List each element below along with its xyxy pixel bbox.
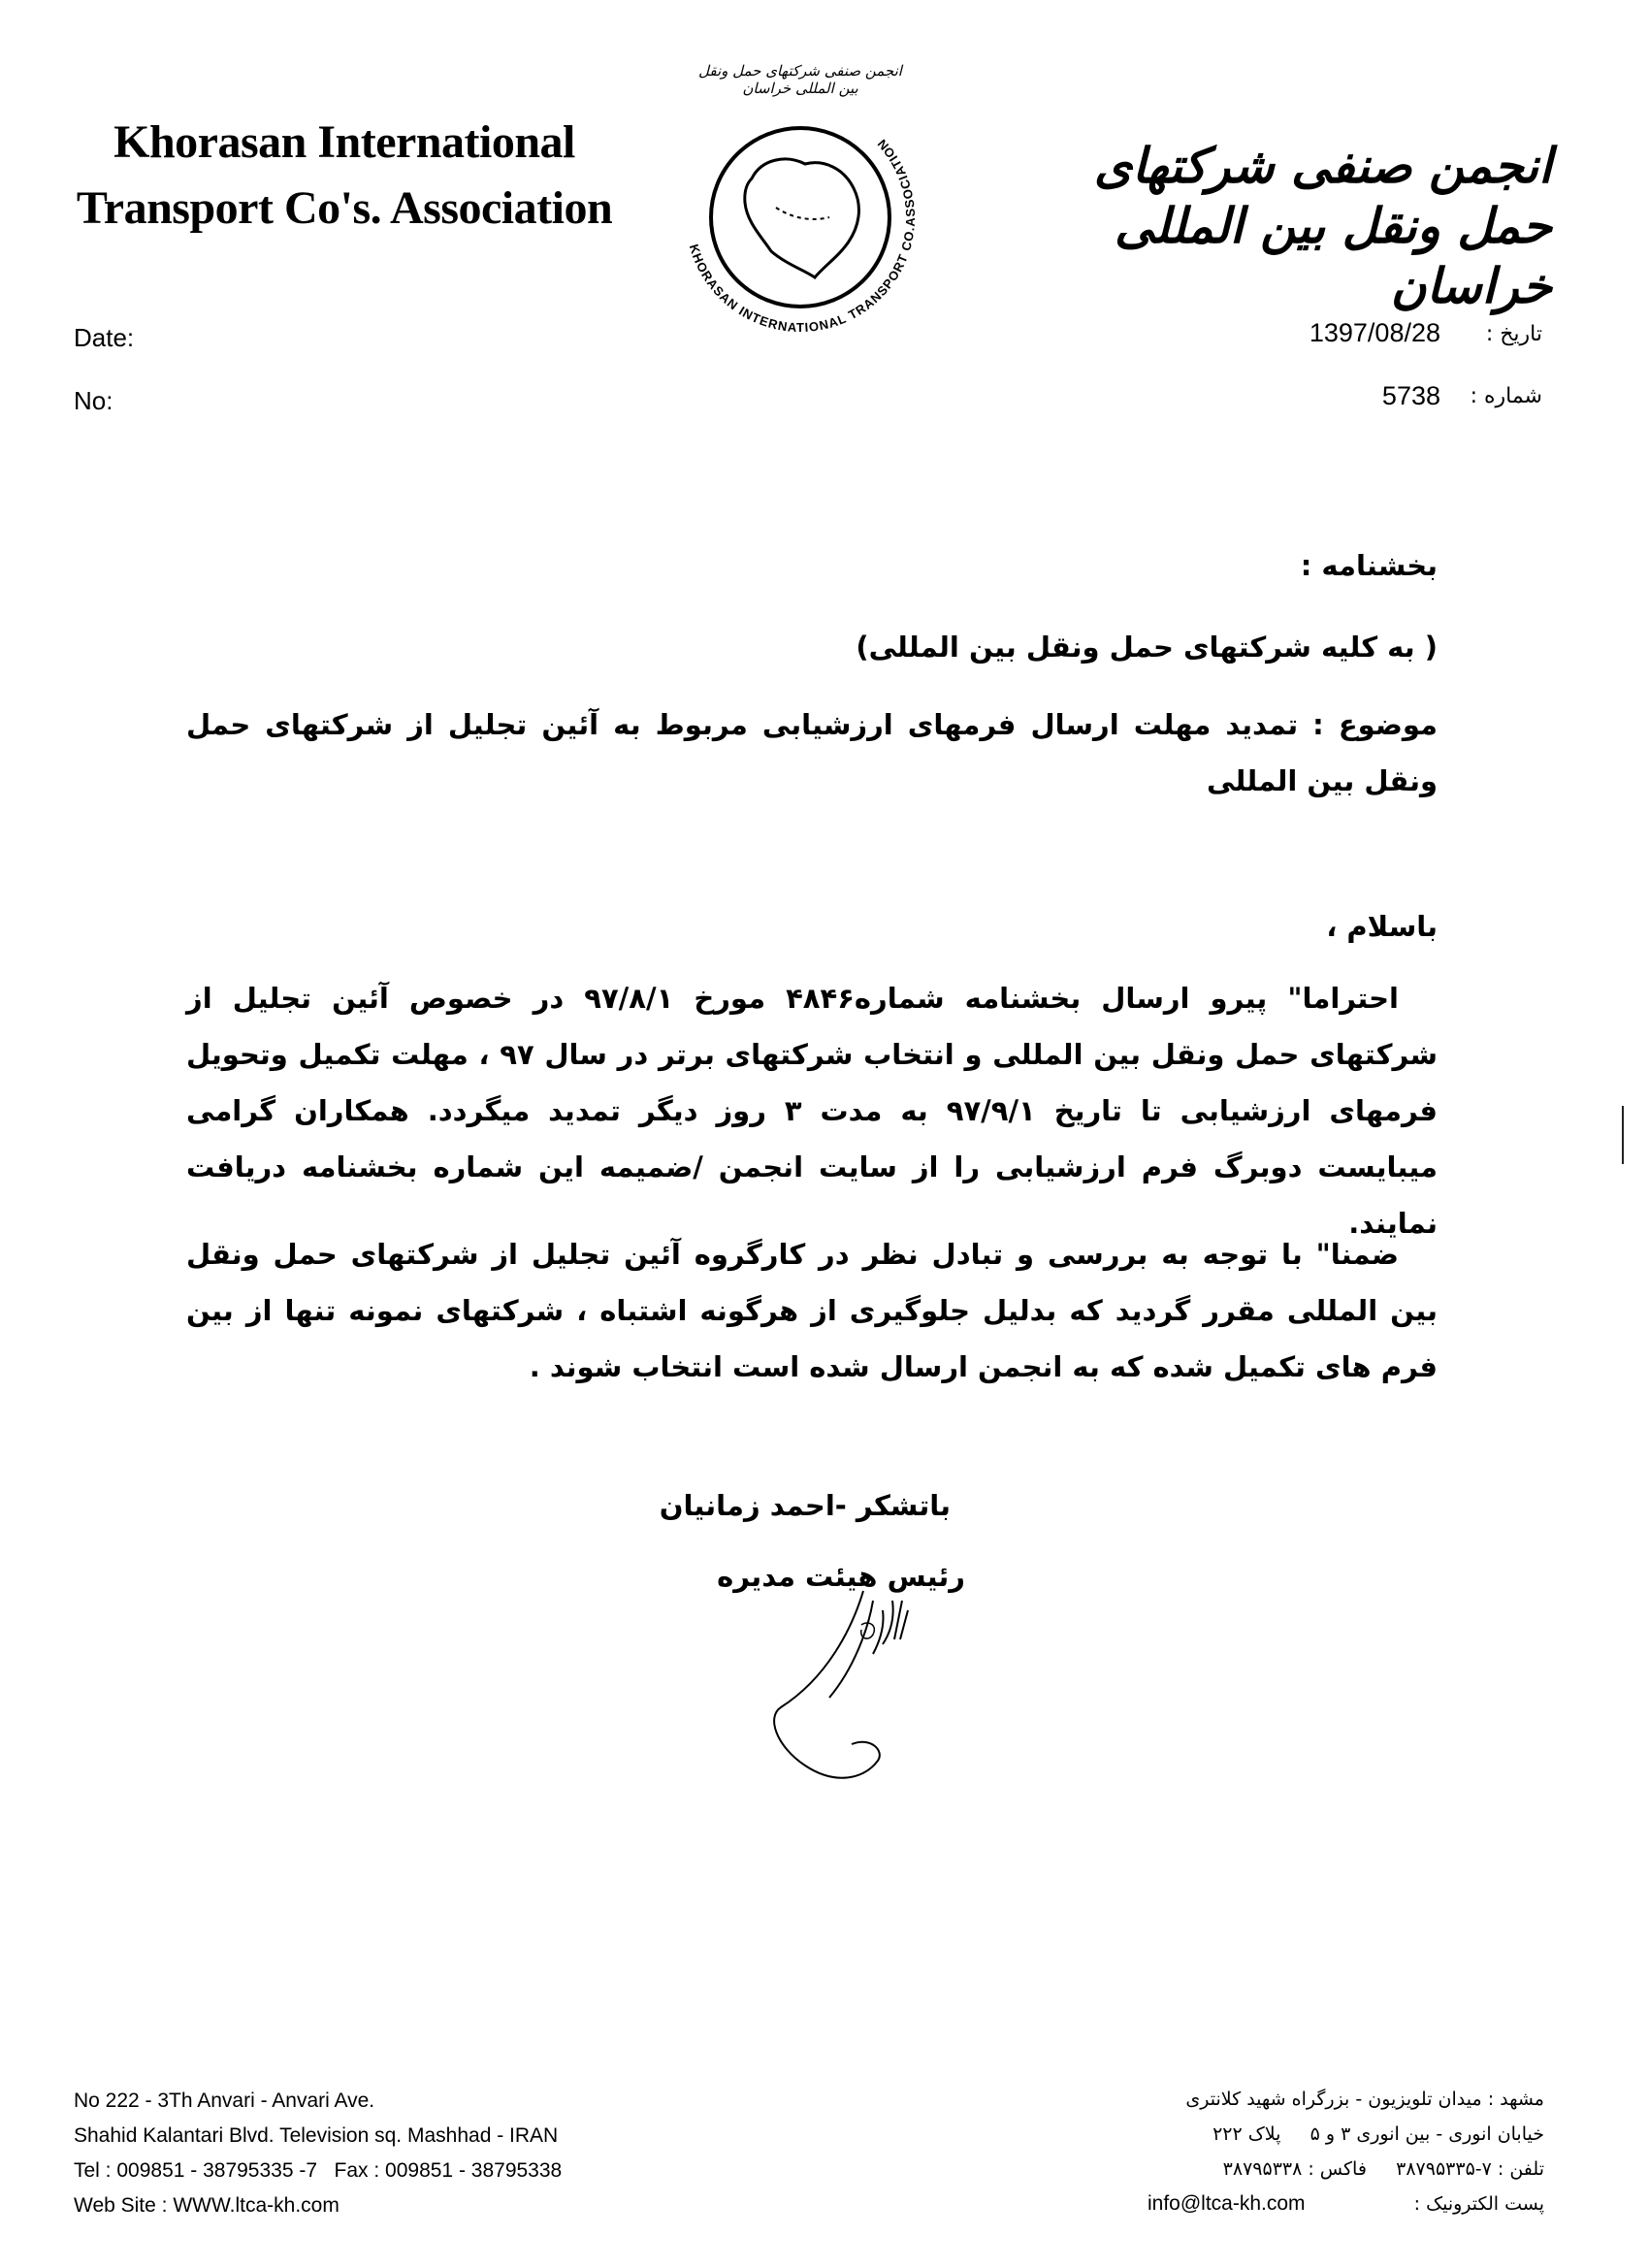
footer-en-website: Web Site : WWW.ltca-kh.com xyxy=(74,2194,340,2217)
letter-type: بخشنامه : xyxy=(1300,549,1438,582)
footer-fa-address-1: مشهد : میدان تلویزیون - بزرگراه شهید کلانتری xyxy=(1185,2089,1544,2110)
letter-subject: موضوع : تمدید مهلت ارسال فرمهای ارزشیابی مربوط به آئین تجلیل از شرکتهای حمل ونقل بین المللی xyxy=(186,708,1438,797)
number-label-fa: شماره : xyxy=(1470,384,1542,408)
date-label-en: Date: xyxy=(74,323,135,352)
handwritten-signature xyxy=(737,1571,970,1795)
date-label-fa: تاریخ : xyxy=(1485,322,1542,346)
persian-title: انجمن صنفی شرکتهای حمل ونقل بین المللی خراسان xyxy=(1093,137,1552,314)
association-logo xyxy=(669,62,931,343)
letter-paragraph-1: احتراما" پیرو ارسال بخشنامه شماره۴۸۴۶ مورخ ۹۷/۸/۱ در خصوص آئین تجلیل از شرکتهای حمل ونقل بین المللی و انتخاب شرکتهای برتر در سال ۹۷ ، مهلت تکمیل وتحویل فرمهای ارزشیابی تا تاریخ ۹۷/۹/۱ به مدت ۳ روز دیگر تمدید میگردد. همکاران گرامی میبایست دوبرگ فرم ارزشیابی را از سایت انجمن /ضمیمه این شماره بخشنامه دریافت نمایند. xyxy=(186,982,1438,1240)
english-title-line2: Transport Co's. Association xyxy=(76,182,613,234)
logo-ring-text: KHORASAN INTERNATIONAL TRANSPORT CO.ASSOCIATION xyxy=(686,135,919,336)
footer-en-address-2: Shahid Kalantari Blvd. Television sq. Mashhad - IRAN xyxy=(74,2124,559,2147)
english-title-line1: Khorasan International xyxy=(113,116,575,168)
number-label-en: No: xyxy=(74,386,113,415)
signatory-name: باتشکر -احمد زمانیان xyxy=(659,1489,951,1522)
footer-fa-email-row xyxy=(1098,2187,1544,2221)
footer-en-address-1: No 222 - 3Th Anvari - Anvari Ave. xyxy=(74,2090,375,2112)
footer-fa-email-label: پست الکترونیک : xyxy=(1413,2193,1544,2215)
signatory-position: رئیس هیئت مدیره xyxy=(717,1560,965,1593)
footer-en-phone: Tel : 009851 - 38795335 -7 Fax : 009851 - 38795338 xyxy=(74,2159,563,2182)
date-value: 1397/08/28 xyxy=(1309,318,1440,347)
footer-email[interactable]: info@ltca-kh.com xyxy=(1148,2192,1306,2215)
letter-paragraph-2: ضمنا" با توجه به بررسی و تبادل نظر در کارگروه آئین تجلیل از شرکتهای حمل ونقل بین المللی مقرر گردید که بدلیل جلوگیری از هرگونه اشتباه ، شرکتهای نمونه تنها از بین فرم های تکمیل شده که به انجمن ارسال شده است انتخاب شوند . xyxy=(186,1238,1438,1383)
logo-persian-text: انجمن صنفی شرکتهای حمل ونقل بین المللی خراسان xyxy=(698,62,902,97)
footer-fa-phone: تلفن : ۷-۳۸۷۹۵۳۳۵ فاکس : ۳۸۷۹۵۳۳۸ xyxy=(1222,2158,1544,2180)
edge-mark xyxy=(1622,1106,1624,1164)
signature-icon xyxy=(737,1571,970,1795)
letter-greeting: باسلام ، xyxy=(1326,910,1438,943)
number-value: 5738 xyxy=(1381,381,1440,410)
letter-recipient: ( به کلیه شرکتهای حمل ونقل بین المللی) xyxy=(856,631,1438,664)
footer-fa-address-2: خیابان انوری - بین انوری ۳ و ۵ پلاک ۲۲۲ xyxy=(1212,2123,1544,2145)
logo-emblem-icon xyxy=(669,62,931,343)
